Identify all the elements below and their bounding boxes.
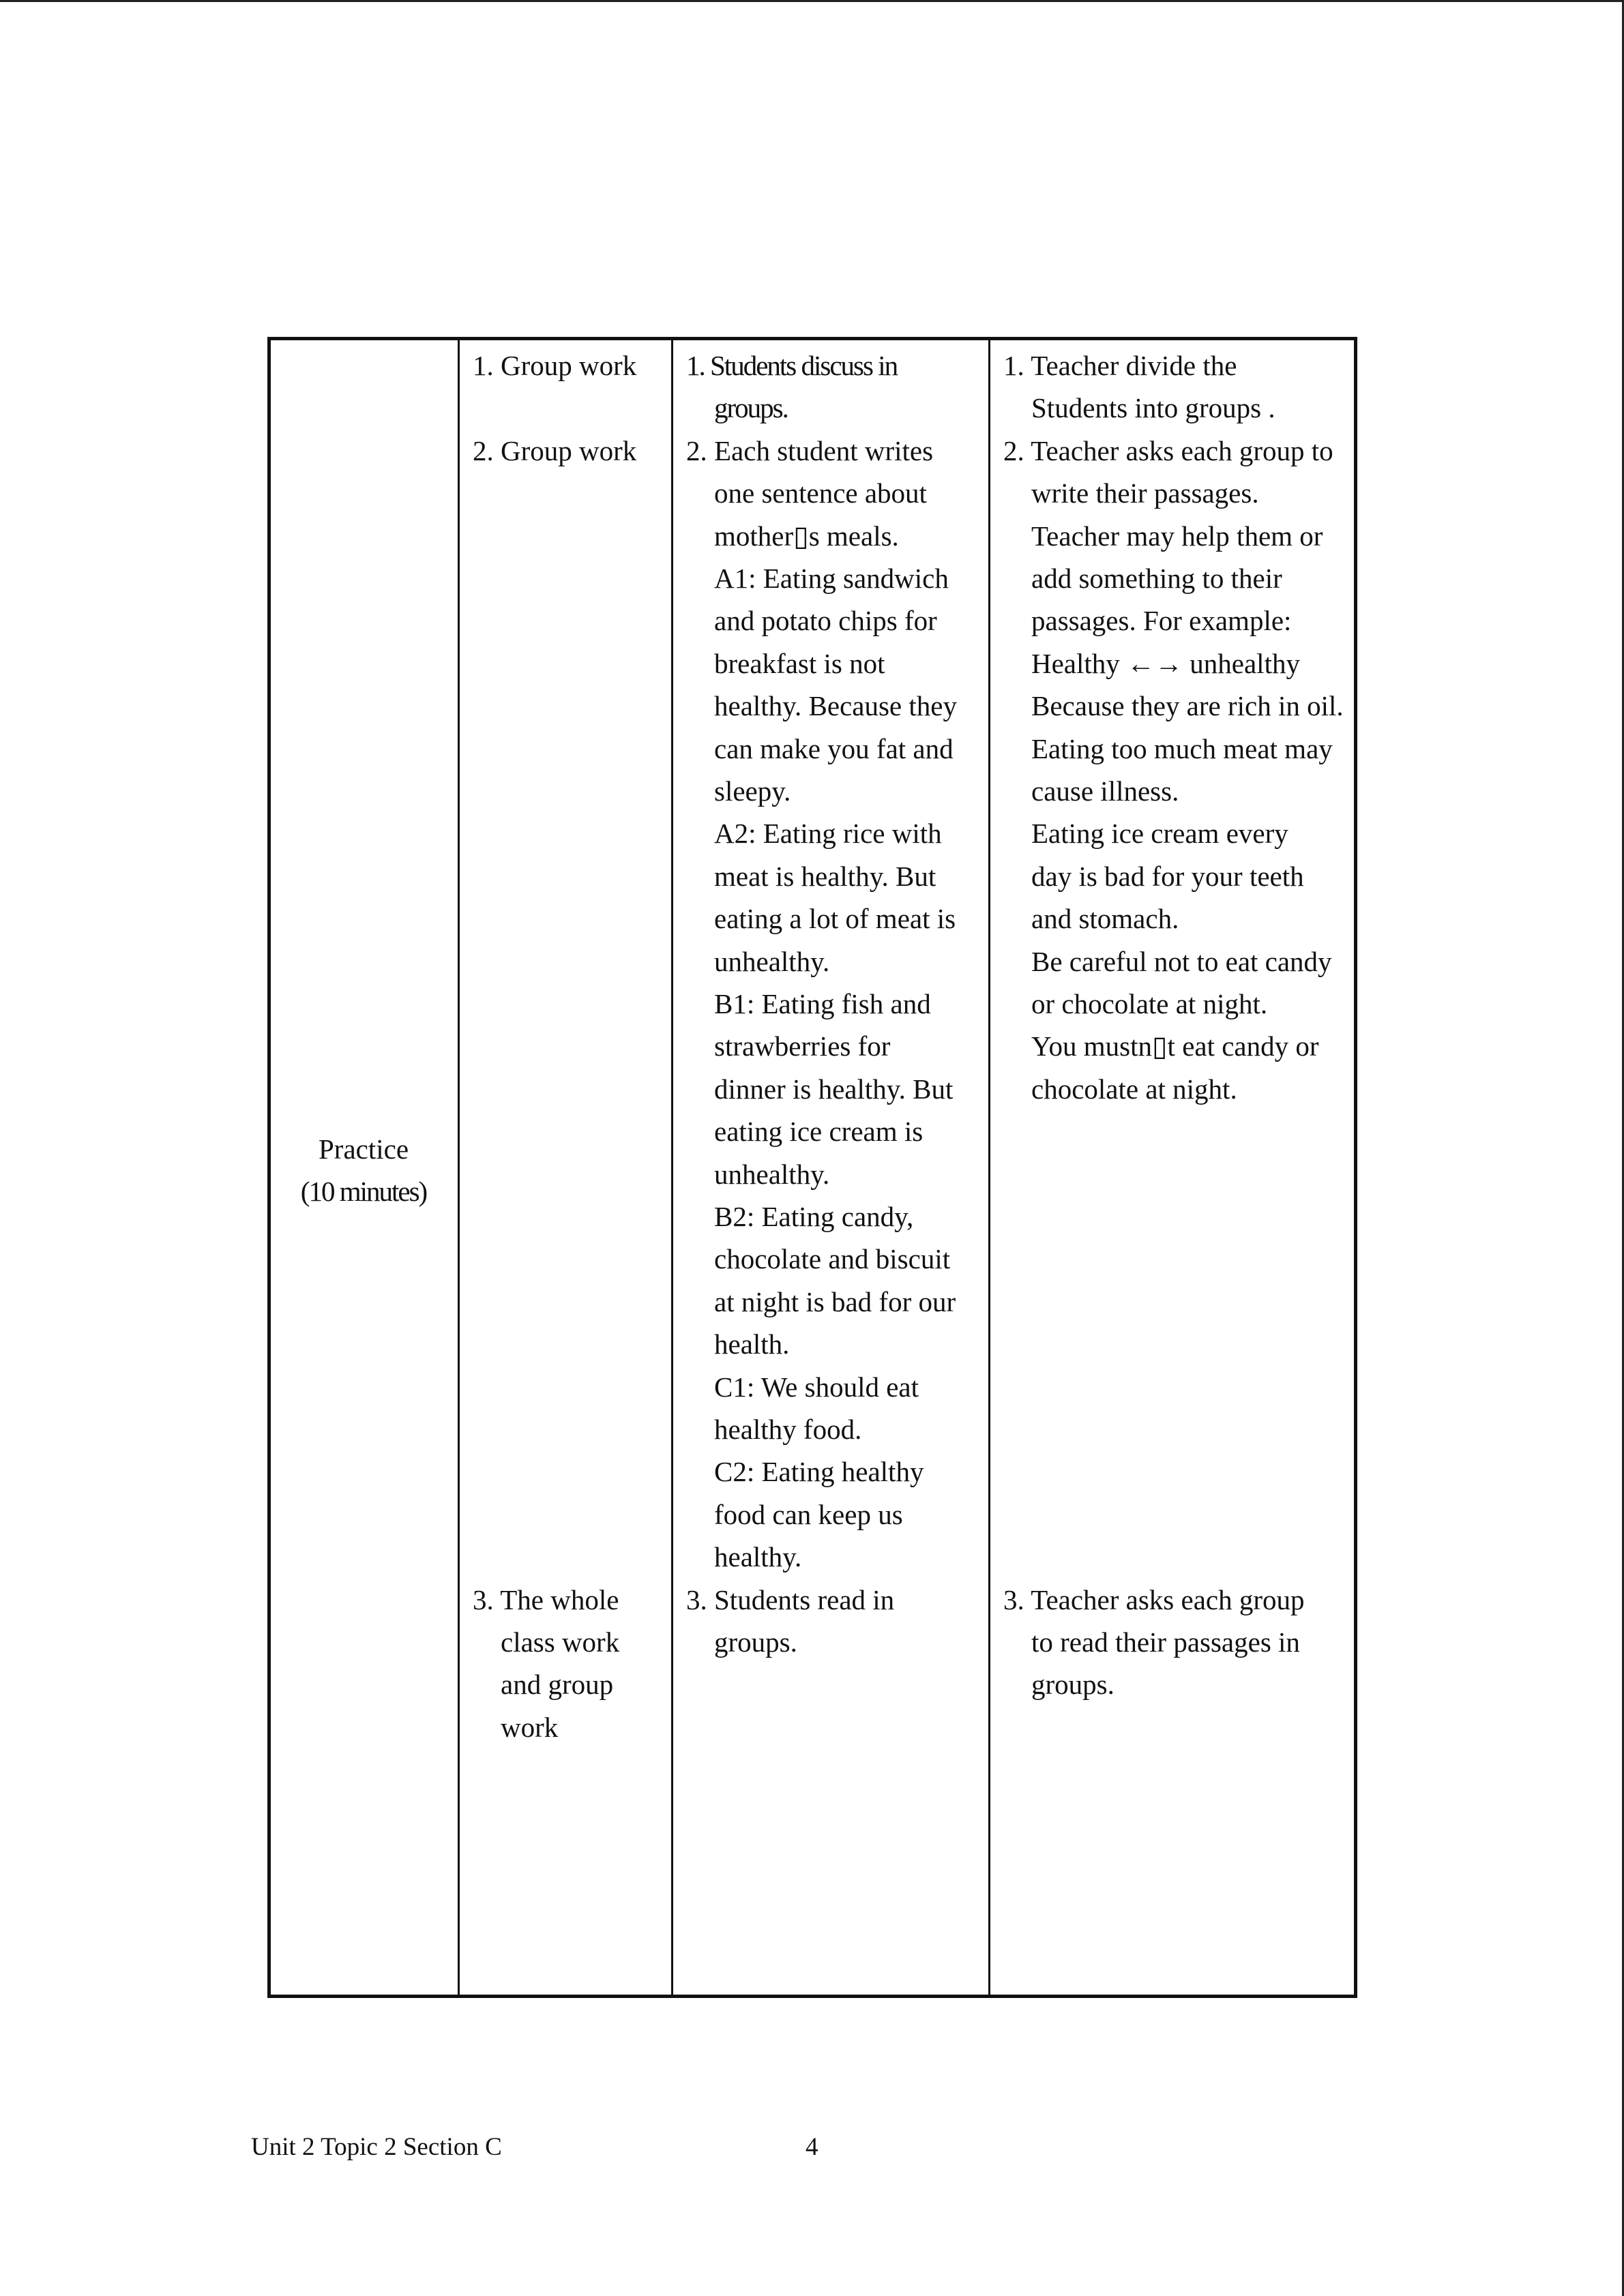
teacher-line: to read their passages in	[1031, 1626, 1300, 1658]
student-line: mother▯s meals.	[714, 520, 899, 552]
teacher-line: 1. Teacher divide the	[1003, 350, 1237, 381]
column-divider	[458, 340, 460, 1995]
student-line: unhealthy.	[714, 945, 830, 977]
teacher-line: 2. Teacher asks each group to	[1003, 434, 1333, 466]
teacher-line: Eating too much meat may	[1031, 732, 1333, 764]
stage-duration: (10 minutes)	[300, 1176, 427, 1208]
student-line: at night is bad for our	[714, 1285, 956, 1317]
teacher-line: Eating ice cream every	[1031, 818, 1288, 850]
teacher-line: cause illness.	[1031, 775, 1179, 807]
student-line: eating a lot of meat is	[714, 903, 956, 935]
teacher-line: day is bad for your teeth	[1031, 860, 1304, 892]
mode-line: 1. Group work	[473, 350, 637, 381]
teacher-line: add something to their	[1031, 563, 1282, 594]
student-line: chocolate and biscuit	[714, 1243, 951, 1275]
stage-cell	[271, 1128, 456, 1213]
student-line: strawberries for	[714, 1030, 891, 1062]
student-line: can make you fat and	[714, 732, 954, 764]
footer-section-label: Unit 2 Topic 2 Section C	[251, 2133, 502, 2161]
student-line: 1. Students discuss in	[686, 350, 898, 381]
mode-line: and group	[501, 1669, 614, 1701]
teacher-line: and stomach.	[1031, 903, 1179, 935]
student-line: 3. Students read in	[686, 1583, 895, 1615]
student-line: 2. Each student writes	[686, 434, 934, 466]
mode-line: 2. Group work	[473, 434, 637, 466]
student-line: dinner is healthy. But	[714, 1073, 954, 1105]
mode-line: 3. The whole	[473, 1583, 619, 1615]
column-divider	[988, 340, 990, 1995]
student-line: sleepy.	[714, 775, 791, 807]
student-line: healthy food.	[714, 1414, 862, 1445]
column-divider	[671, 340, 673, 1995]
student-line: healthy. Because they	[714, 690, 957, 722]
stage-title: Practice	[318, 1133, 409, 1165]
page-top-edge	[0, 0, 1624, 2]
student-line: eating ice cream is	[714, 1116, 924, 1148]
teacher-line: chocolate at night.	[1031, 1073, 1237, 1105]
student-line: B1: Eating fish and	[714, 988, 931, 1019]
teacher-line: Students into groups .	[1031, 392, 1275, 424]
student-line: unhealthy.	[714, 1158, 830, 1190]
student-line: C2: Eating healthy	[714, 1456, 924, 1488]
teacher-line: passages. For example:	[1031, 605, 1292, 637]
teacher-line: 3. Teacher asks each group	[1003, 1583, 1305, 1615]
student-line: meat is healthy. But	[714, 860, 936, 892]
student-line: B2: Eating candy,	[714, 1201, 914, 1232]
student-line: food can keep us	[714, 1498, 903, 1530]
footer-page-number: 4	[806, 2133, 818, 2161]
teacher-line: write their passages.	[1031, 477, 1259, 509]
student-line: healthy.	[714, 1541, 802, 1573]
teacher-line: Be careful not to eat candy	[1031, 945, 1332, 977]
student-line: groups.	[714, 392, 788, 424]
student-line: breakfast is not	[714, 647, 885, 679]
teacher-line: Teacher may help them or	[1031, 520, 1323, 552]
teacher-line: groups.	[1031, 1669, 1114, 1701]
student-line: A2: Eating rice with	[714, 818, 942, 850]
student-line: A1: Eating sandwich	[714, 563, 949, 594]
student-line: health.	[714, 1328, 790, 1360]
student-line: one sentence about	[714, 477, 927, 509]
teacher-line: Because they are rich in oil.	[1031, 690, 1344, 722]
student-line: groups.	[714, 1626, 797, 1658]
teacher-line: or chocolate at night.	[1031, 988, 1268, 1019]
student-line: C1: We should eat	[714, 1371, 919, 1403]
teacher-line: Healthy ←→ unhealthy	[1031, 647, 1300, 679]
mode-line: class work	[501, 1626, 620, 1658]
mode-line: work	[501, 1711, 559, 1743]
teacher-line: You mustn▯t eat candy or	[1031, 1030, 1319, 1062]
lesson-plan-table	[267, 337, 1357, 1998]
student-line: and potato chips for	[714, 605, 937, 637]
